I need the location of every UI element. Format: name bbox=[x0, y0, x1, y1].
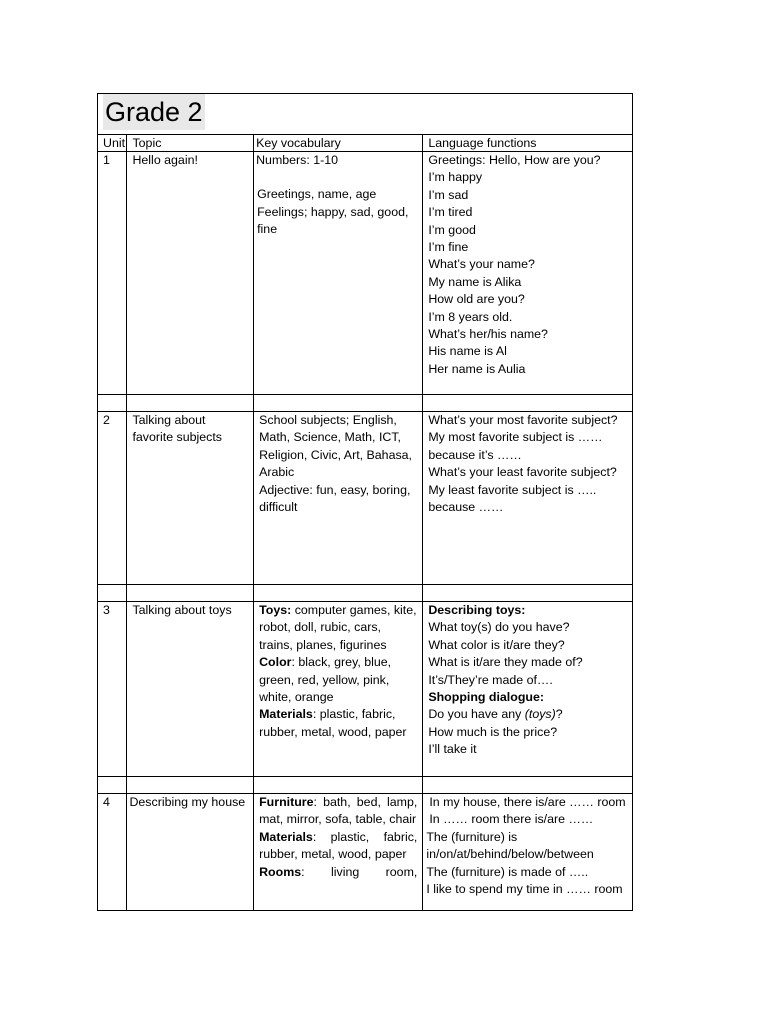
function-line: Greetings: Hello, How are you? bbox=[428, 153, 601, 167]
function-line: What toy(s) do you have? bbox=[428, 620, 570, 635]
vocab-materials bbox=[259, 706, 417, 741]
function-line: What color is it/are they? bbox=[428, 637, 565, 652]
table-row bbox=[98, 602, 633, 777]
function-line: How much is the price? bbox=[428, 724, 558, 739]
function-line: I’m good bbox=[428, 222, 476, 237]
function-line: I’m fine bbox=[428, 240, 469, 255]
vocab-materials-label: Materials bbox=[259, 829, 313, 844]
vocab-materials-label: Materials bbox=[259, 707, 313, 722]
function-line: What’s her/his name? bbox=[428, 327, 548, 342]
function-line: What’s your least favorite subject? bbox=[428, 465, 617, 480]
unit-vocab bbox=[254, 152, 423, 395]
table-row bbox=[98, 412, 633, 585]
q5-italic: (toys) bbox=[524, 707, 556, 722]
title-row bbox=[98, 94, 633, 135]
function-line: The (furniture) is in/on/at/behind/below/between bbox=[426, 829, 594, 862]
function-line: My most favorite subject is …… because it’s …… bbox=[428, 430, 603, 462]
vocab-rooms-label: Rooms bbox=[259, 864, 302, 879]
vocab-rooms-text: : living room, bbox=[301, 864, 418, 879]
unit-functions bbox=[423, 602, 633, 777]
unit-vocab bbox=[254, 412, 423, 585]
unit-topic: Talking about toys bbox=[127, 602, 254, 777]
vocab-adjective: Adjective: fun, easy, boring, difficult bbox=[259, 482, 411, 515]
table-row bbox=[98, 794, 633, 911]
title-cell bbox=[98, 94, 633, 135]
vocab-materials-text: : plastic, fabric, rubber, metal, wood, paper bbox=[259, 829, 418, 862]
unit-functions bbox=[423, 412, 633, 585]
unit-vocab bbox=[254, 602, 423, 777]
function-line bbox=[428, 706, 627, 723]
unit-number: 3 bbox=[98, 602, 127, 777]
vocab-feelings: Feelings; happy, sad, good, fine bbox=[257, 204, 409, 237]
page-title: Grade 2 bbox=[103, 94, 205, 130]
shopping-heading: Shopping dialogue: bbox=[428, 690, 544, 705]
vocab-subjects: School subjects; English, Math, Science, Math, ICT, Religion, Civic, Art, Bahasa, Arabic bbox=[259, 413, 412, 480]
spacer-row bbox=[98, 395, 633, 412]
unit-topic: Hello again! bbox=[127, 152, 254, 395]
function-line: My least favorite subject is ….. because …… bbox=[428, 482, 597, 515]
header-row bbox=[98, 135, 633, 152]
function-line: What is it/are they made of? bbox=[428, 655, 583, 670]
vocab-numbers: Numbers: 1-10 bbox=[256, 153, 339, 167]
spacer-row bbox=[98, 777, 633, 794]
header-topic: Topic bbox=[127, 135, 254, 152]
vocab-color-label: Color bbox=[259, 655, 292, 670]
function-line: What’s your name? bbox=[428, 257, 535, 272]
table-row bbox=[98, 152, 633, 395]
header-vocab: Key vocabulary bbox=[254, 135, 423, 152]
function-line: I’m happy bbox=[428, 170, 483, 185]
spacer-row bbox=[98, 585, 633, 602]
unit-number: 2 bbox=[98, 412, 127, 585]
unit-functions bbox=[423, 152, 633, 395]
function-line: I like to spend my time in …… room bbox=[426, 882, 623, 897]
vocab-toys-text: computer games, kite, robot, doll, rubic, cars, trains, planes, figurines bbox=[259, 603, 417, 652]
function-line: My name is Alika bbox=[428, 274, 522, 289]
function-line: The (furniture) is made of ….. bbox=[426, 864, 589, 879]
unit-functions bbox=[423, 794, 633, 911]
unit-topic: Talking about favorite subjects bbox=[127, 412, 254, 585]
vocab-toys bbox=[259, 602, 417, 654]
vocab-color-text: : black, grey, blue, green, red, yellow, pink, white, orange bbox=[259, 655, 392, 705]
vocab-materials bbox=[259, 829, 417, 864]
unit-number: 4 bbox=[98, 794, 127, 911]
function-line: I’m sad bbox=[428, 187, 469, 202]
vocab-furniture bbox=[259, 794, 417, 829]
vocab-materials-text: : plastic, fabric, rubber, metal, wood, paper bbox=[259, 707, 407, 739]
q5-prefix: Do you have any bbox=[428, 707, 525, 722]
unit-vocab bbox=[254, 794, 423, 911]
function-line: In my house, there is/are …… room bbox=[429, 795, 626, 809]
function-line: His name is Al bbox=[428, 344, 507, 359]
function-line: In …… room there is/are …… bbox=[429, 812, 594, 827]
header-functions: Language functions bbox=[423, 135, 633, 152]
vocab-furniture-label: Furniture bbox=[259, 795, 314, 809]
function-line: Her name is Aulia bbox=[428, 361, 526, 376]
q5-suffix: ? bbox=[555, 707, 563, 722]
vocab-rooms bbox=[259, 864, 417, 881]
vocab-color bbox=[259, 654, 417, 706]
vocab-toys-label: Toys: bbox=[259, 603, 292, 617]
function-line: What’s your most favorite subject? bbox=[428, 413, 618, 427]
function-line: It’s/They’re made of…. bbox=[428, 672, 553, 687]
function-line: I’ll take it bbox=[428, 742, 477, 757]
curriculum-table bbox=[97, 93, 633, 911]
function-line: I’m 8 years old. bbox=[428, 309, 513, 324]
unit-number: 1 bbox=[98, 152, 127, 395]
describing-heading: Describing toys: bbox=[428, 603, 526, 617]
unit-topic: Describing my house bbox=[127, 794, 254, 911]
function-line: How old are you? bbox=[428, 292, 525, 307]
function-line: I’m tired bbox=[428, 205, 473, 220]
vocab-greetings: Greetings, name, age bbox=[257, 187, 377, 202]
vocab-furniture-text: : bath, bed, lamp, mat, mirror, sofa, table, chair bbox=[259, 795, 418, 827]
header-unit: Unit bbox=[98, 135, 127, 152]
